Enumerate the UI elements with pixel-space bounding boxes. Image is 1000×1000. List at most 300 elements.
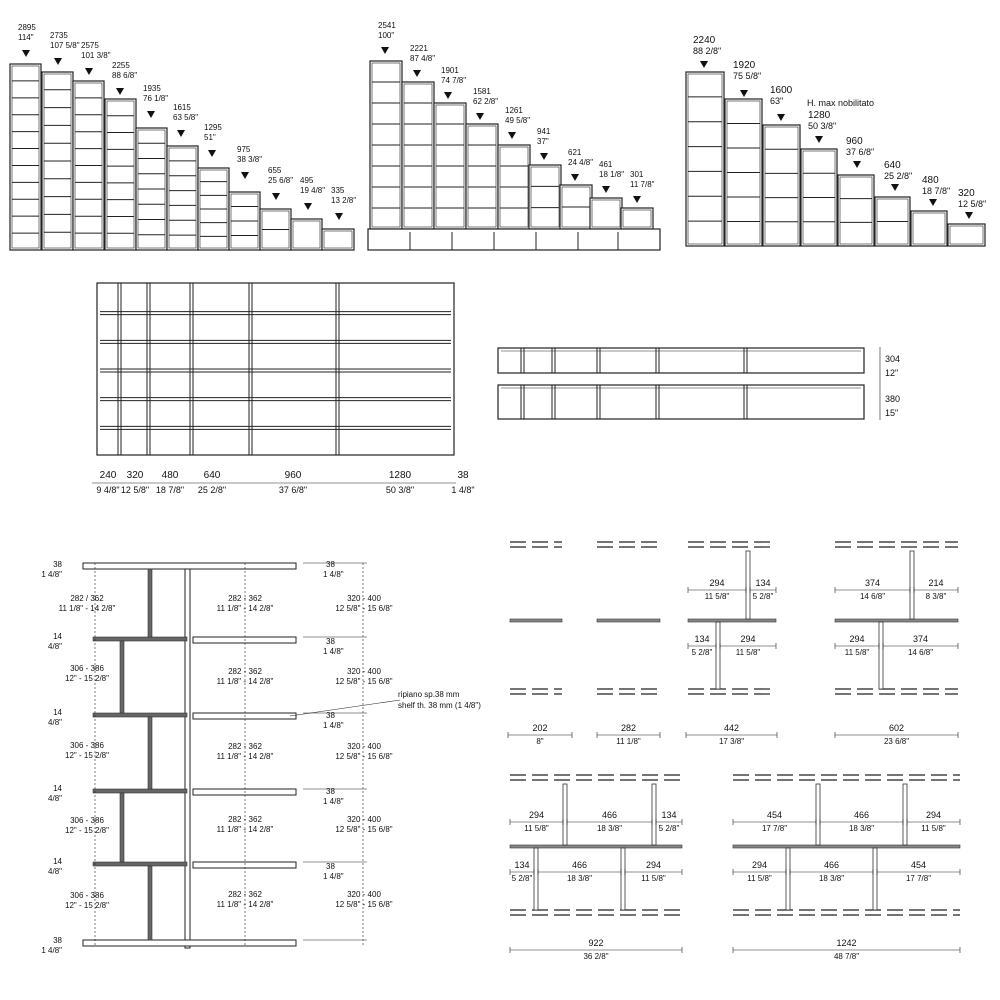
height-marker-icon	[177, 130, 185, 137]
module-442-bottom-b-in: 11 5/8"	[735, 648, 761, 657]
plan-view	[498, 347, 900, 420]
stair-b-mm-3: 1581	[473, 87, 491, 96]
stair-c-mm-1: 1920	[733, 60, 756, 71]
stair-a-in-5: 63 5/8"	[173, 113, 199, 122]
section-top-board	[83, 563, 296, 569]
section-dimension-labels	[41, 560, 392, 955]
module-282-width-in: 11 1/8"	[616, 737, 641, 746]
height-marker-icon	[777, 114, 785, 121]
section-shelf-in-4: 1 4/8"	[323, 872, 344, 881]
stair-c-column-7	[948, 224, 985, 246]
section-right-mm-2: 320 - 400	[347, 742, 381, 751]
column-frame	[948, 224, 985, 246]
stair-b-mm-7: 461	[599, 160, 613, 169]
stair-c-in-3: 50 3/8"	[808, 121, 837, 131]
module-922-top-c-mm: 134	[661, 810, 677, 820]
stair-a-column-3	[105, 99, 136, 250]
section-left-in-9: 12" - 15 2/8"	[65, 901, 109, 910]
stair-c-column-1	[725, 99, 762, 246]
stair-c-mm-4: 960	[846, 136, 863, 147]
stair-a-column-9	[291, 219, 322, 250]
module-442-top-b-mm: 134	[755, 578, 771, 588]
solid-board	[510, 619, 562, 622]
height-marker-icon	[853, 161, 861, 168]
height-marker-icon	[381, 47, 389, 54]
section-mid-mm-4: 282 - 362	[228, 890, 262, 899]
section-detail	[41, 560, 481, 955]
module-post	[621, 848, 625, 910]
stair-b-column-6	[560, 185, 592, 229]
section-left-mm-2: 14	[53, 632, 62, 641]
height-marker-icon	[965, 212, 973, 219]
section-left-mm-7: 306 - 386	[70, 816, 104, 825]
front-width-in-3: 25 2/8"	[197, 485, 227, 495]
column-frame	[838, 175, 874, 246]
module-602-width-in: 23 6/8"	[883, 737, 910, 746]
depth-380-mm: 380	[885, 394, 901, 404]
module-post	[534, 848, 538, 910]
column-frame	[402, 82, 434, 229]
module-1242-top-b-mm: 466	[853, 810, 870, 820]
height-marker-icon	[116, 88, 124, 95]
front-width-mm-6: 38	[457, 470, 469, 481]
section-mid-in-4: 11 1/8" - 14 2/8"	[216, 900, 274, 909]
section-right-shelf	[193, 862, 296, 868]
column-frame	[621, 208, 653, 229]
height-marker-icon	[891, 184, 899, 191]
section-right-mm-3: 320 - 400	[347, 815, 381, 824]
section-right-in-2: 12 5/8" - 15 6/8"	[335, 752, 393, 761]
module-post	[816, 784, 820, 845]
stair-c-column-6	[911, 211, 947, 246]
solid-board	[597, 619, 660, 622]
stair-b-column-7	[590, 198, 622, 229]
stair-c-in-4: 37 6/8"	[846, 147, 875, 157]
column-frame	[167, 146, 198, 250]
module-602-top-a-in: 14 6/8"	[859, 592, 886, 601]
section-bottom-board	[83, 940, 296, 946]
stair-b-mm-1: 2221	[410, 44, 428, 53]
depth-304-mm: 304	[885, 354, 901, 364]
module-922-top-b-mm: 466	[601, 810, 618, 820]
module-442-top-a-mm: 294	[709, 578, 725, 588]
section-left-in-4: 4/8"	[48, 718, 62, 727]
stair-a-column-1	[42, 72, 73, 250]
module-602-top-b-mm: 214	[928, 578, 944, 588]
stair-b-column-2	[434, 103, 466, 229]
section-divider	[120, 641, 124, 713]
module-922-bottom-b-mm: 466	[571, 860, 588, 870]
module-plans	[508, 542, 960, 961]
stair-b-in-7: 18 1/8"	[599, 170, 625, 179]
section-thin-shelf	[93, 789, 187, 793]
front-width-mm-4: 960	[284, 470, 302, 481]
front-width-labels	[96, 470, 474, 495]
front-width-mm-1: 320	[126, 470, 144, 481]
module-1242-top-a-mm: 454	[766, 810, 783, 820]
depth-304-in: 12"	[885, 368, 899, 378]
stair-c-in-1: 75 5/8"	[733, 71, 762, 81]
module-1242-bottom-b-mm: 466	[823, 860, 840, 870]
front-width-in-1: 12 5/8"	[120, 485, 150, 495]
staircase-b	[368, 21, 660, 250]
module-602-bottom-b-in: 14 6/8"	[907, 648, 934, 657]
stair-a-in-0: 114"	[18, 33, 34, 42]
height-marker-icon	[476, 113, 484, 120]
height-marker-icon	[22, 50, 30, 57]
module-602-top-a-mm: 374	[864, 578, 881, 588]
module-1242-width-in: 48 7/8"	[833, 952, 860, 961]
stair-b-mm-8: 301	[630, 170, 644, 179]
depth-380-in: 15"	[885, 408, 899, 418]
section-right-mm-1: 320 - 400	[347, 667, 381, 676]
height-marker-icon	[272, 193, 280, 200]
stair-c-in-6: 18 7/8"	[922, 186, 951, 196]
height-marker-icon	[633, 196, 641, 203]
module-post	[563, 784, 567, 845]
height-marker-icon	[740, 90, 748, 97]
section-shelf-mm-1: 38	[326, 637, 335, 646]
stair-a-column-8	[260, 209, 291, 250]
solid-board	[733, 845, 960, 848]
front-width-mm-0: 240	[99, 470, 117, 481]
front-width-in-5: 50 3/8"	[385, 485, 415, 495]
section-thin-shelf	[93, 862, 187, 866]
section-upright	[185, 563, 190, 948]
section-left-in-2: 4/8"	[48, 642, 62, 651]
height-marker-icon	[241, 172, 249, 179]
module-282-width-mm: 282	[620, 723, 637, 733]
section-mid-in-3: 11 1/8" - 14 2/8"	[216, 825, 274, 834]
section-shelf-in-1: 1 4/8"	[323, 647, 344, 656]
section-left-in-0: 1 4/8"	[41, 570, 62, 579]
stair-b-in-4: 49 5/8"	[505, 116, 531, 125]
module-602-bottom-a-mm: 294	[849, 634, 865, 644]
section-shelf-in-3: 1 4/8"	[323, 797, 344, 806]
front-width-mm-5: 1280	[388, 470, 412, 481]
stair-c-column-0	[686, 72, 724, 246]
stair-b-in-2: 74 7/8"	[441, 76, 467, 85]
section-divider	[120, 793, 124, 862]
section-thin-shelf	[93, 713, 187, 717]
module-post	[652, 784, 656, 845]
column-frame	[590, 198, 622, 229]
stair-a-in-8: 25 6/8"	[268, 176, 294, 185]
stair-c-column-2	[763, 125, 800, 246]
front-width-in-6: 1 4/8"	[451, 485, 475, 495]
module-922-top-c-in: 5 2/8"	[658, 824, 680, 833]
section-shelf-mm-4: 38	[326, 862, 335, 871]
section-left-mm-9: 306 - 386	[70, 891, 104, 900]
section-mid-in-0: 11 1/8" - 14 2/8"	[216, 604, 274, 613]
stair-b-in-0: 100"	[378, 31, 395, 40]
section-left-in-8: 4/8"	[48, 867, 62, 876]
module-442-width-in: 17 3/8"	[718, 737, 745, 746]
column-frame	[105, 99, 136, 250]
module-202-width-mm: 202	[532, 723, 548, 733]
module-post	[879, 622, 883, 689]
stair-a-mm-4: 1935	[143, 84, 161, 93]
module-922-width-mm: 922	[588, 938, 604, 948]
stair-a-in-4: 76 1/8"	[143, 94, 169, 103]
module-202-width-in: 8"	[536, 737, 544, 746]
height-marker-icon	[147, 111, 155, 118]
stair-b-in-1: 87 4/8"	[410, 54, 436, 63]
section-right-in-4: 12 5/8" - 15 6/8"	[335, 900, 393, 909]
section-right-shelf	[193, 789, 296, 795]
section-right-in-0: 12 5/8" - 15 6/8"	[335, 604, 393, 613]
module-post	[716, 622, 720, 689]
module-442-bottom-b-mm: 294	[740, 634, 756, 644]
section-left-in-10: 1 4/8"	[41, 946, 62, 955]
section-thin-shelf	[93, 637, 187, 641]
section-right-in-3: 12 5/8" - 15 6/8"	[335, 825, 393, 834]
section-right-in-1: 12 5/8" - 15 6/8"	[335, 677, 393, 686]
module-1242	[733, 775, 960, 961]
solid-board	[510, 845, 682, 848]
stair-b-in-3: 62 2/8"	[473, 97, 499, 106]
front-width-mm-2: 480	[161, 470, 179, 481]
solid-board	[688, 619, 776, 622]
height-marker-icon	[508, 132, 516, 139]
plan-depth-304	[498, 348, 864, 373]
module-922-top-a-mm: 294	[528, 810, 545, 820]
module-922-top-b-in: 18 3/8"	[596, 824, 623, 833]
stair-a-column-6	[198, 168, 229, 250]
column-frame	[763, 125, 800, 246]
stair-a-mm-3: 2255	[112, 61, 130, 70]
module-post	[873, 848, 877, 910]
stair-c-mm-0: 2240	[693, 35, 716, 46]
module-1242-top-a-in: 17 7/8"	[761, 824, 788, 833]
stair-a-mm-1: 2735	[50, 31, 68, 40]
height-marker-icon	[602, 186, 610, 193]
module-602-bottom-b-mm: 374	[912, 634, 929, 644]
stair-b-column-4	[498, 145, 530, 229]
stair-a-in-3: 88 6/8"	[112, 71, 138, 80]
section-left-in-6: 4/8"	[48, 794, 62, 803]
module-602-width-mm: 602	[888, 723, 905, 733]
module-1242-width-mm: 1242	[836, 938, 857, 948]
stair-b-mm-0: 2541	[378, 21, 396, 30]
stair-b-in-8: 11 7/8"	[630, 180, 655, 189]
module-922-bottom-c-in: 11 5/8"	[641, 874, 666, 883]
height-marker-icon	[571, 174, 579, 181]
plan-depth-380	[498, 385, 864, 419]
section-left-mm-6: 14	[53, 784, 62, 793]
module-1242-bottom-b-in: 18 3/8"	[818, 874, 845, 883]
stair-c-mm-2: 1600	[770, 85, 793, 96]
module-282	[597, 542, 660, 746]
stair-a-column-7	[229, 192, 260, 250]
module-922	[510, 775, 682, 961]
section-shelf-mm-2: 38	[326, 711, 335, 720]
stair-a-in-7: 38 3/8"	[237, 155, 263, 164]
stair-a-mm-9: 495	[300, 176, 314, 185]
staircase-a-columns	[10, 64, 357, 250]
staircase-c	[686, 35, 986, 246]
module-post	[903, 784, 907, 845]
stair-a-in-6: 51"	[204, 133, 216, 142]
front-width-in-2: 18 7/8"	[155, 485, 185, 495]
section-left-mm-5: 306 - 386	[70, 741, 104, 750]
section-left-in-3: 12" - 15 2/8"	[65, 674, 109, 683]
section-divider	[148, 569, 152, 637]
module-922-bottom-a-in: 5 2/8"	[511, 874, 533, 883]
stair-c-column-5	[875, 197, 910, 246]
stair-a-mm-6: 1295	[204, 123, 222, 132]
module-602	[835, 542, 958, 746]
stair-a-mm-2: 2575	[81, 41, 99, 50]
stair-a-in-9: 19 4/8"	[300, 186, 326, 195]
section-shelf-in-2: 1 4/8"	[323, 721, 344, 730]
stair-b-in-6: 24 4/8"	[568, 158, 594, 167]
stair-c-mm-6: 480	[922, 175, 939, 186]
module-442-width-mm: 442	[723, 723, 740, 733]
module-1242-bottom-c-in: 17 7/8"	[905, 874, 932, 883]
stair-b-column-5	[529, 165, 561, 229]
shelf-note-leader	[290, 700, 400, 716]
stair-b-mm-6: 621	[568, 148, 582, 157]
stair-c-mm-7: 320	[958, 188, 975, 199]
column-frame	[322, 229, 354, 250]
solid-board	[835, 619, 958, 622]
stair-a-mm-7: 975	[237, 145, 251, 154]
stair-c-column-3	[801, 149, 837, 246]
section-shelf-mm-0: 38	[326, 560, 335, 569]
staircase-b-columns	[368, 61, 660, 250]
section-left-in-7: 12" - 15 2/8"	[65, 826, 109, 835]
module-922-bottom-a-mm: 134	[514, 860, 530, 870]
section-shelf-in-0: 1 4/8"	[323, 570, 344, 579]
column-frame	[466, 124, 498, 229]
stair-a-column-5	[167, 146, 198, 250]
stair-a-mm-8: 655	[268, 166, 282, 175]
stair-a-mm-0: 2895	[18, 23, 36, 32]
section-mid-mm-1: 282 - 362	[228, 667, 262, 676]
module-1242-bottom-a-mm: 294	[751, 860, 768, 870]
module-442-top-a-in: 11 5/8"	[704, 592, 730, 601]
stair-b-plinth	[368, 229, 660, 250]
stair-c-mm-5: 640	[884, 160, 901, 171]
section-left-mm-4: 14	[53, 708, 62, 717]
module-post	[910, 551, 914, 619]
height-marker-icon	[444, 92, 452, 99]
height-marker-icon	[929, 199, 937, 206]
section-left-mm-0: 38	[53, 560, 62, 569]
column-frame	[10, 64, 41, 250]
stair-b-column-1	[402, 82, 434, 229]
section-left-in-1: 11 1/8" - 14 2/8"	[58, 604, 116, 613]
section-left-mm-1: 282 / 362	[70, 594, 104, 603]
module-1242-top-c-in: 11 5/8"	[921, 824, 946, 833]
height-marker-icon	[335, 213, 343, 220]
height-marker-icon	[413, 70, 421, 77]
section-mid-mm-0: 282 - 362	[228, 594, 262, 603]
stair-c-column-4	[838, 175, 874, 246]
stair-a-column-10	[322, 229, 354, 250]
stair-b-mm-4: 1261	[505, 106, 523, 115]
column-frame	[911, 211, 947, 246]
module-post	[786, 848, 790, 910]
module-922-bottom-b-in: 18 3/8"	[566, 874, 593, 883]
section-left-in-5: 12" - 15 2/8"	[65, 751, 109, 760]
height-marker-icon	[54, 58, 62, 65]
stair-a-in-10: 13 2/8"	[331, 196, 357, 205]
front-width-in-4: 37 6/8"	[278, 485, 308, 495]
module-1242-bottom-c-mm: 454	[910, 860, 927, 870]
section-right-shelf	[193, 713, 296, 719]
module-922-bottom-c-mm: 294	[645, 860, 662, 870]
section-divider	[148, 717, 152, 789]
section-right-shelf	[193, 637, 296, 643]
front-elevation	[92, 283, 475, 495]
stair-b-mm-5: 941	[537, 127, 551, 136]
module-922-width-in: 36 2/8"	[583, 952, 609, 961]
stair-a-column-4	[136, 128, 167, 250]
stair-b-in-5: 37"	[537, 137, 549, 146]
stair-c-in-5: 25 2/8"	[884, 171, 913, 181]
module-922-top-a-in: 11 5/8"	[524, 824, 549, 833]
shelf-note-english: shelf th. 38 mm (1 4/8")	[398, 701, 481, 710]
column-frame	[291, 219, 322, 250]
module-1242-top-c-mm: 294	[925, 810, 942, 820]
stair-a-column-2	[73, 81, 104, 250]
module-442-bottom-a-in: 5 2/8"	[691, 648, 713, 657]
stair-c-in-7: 12 5/8"	[958, 199, 987, 209]
stair-b-column-3	[466, 124, 498, 229]
section-left-mm-10: 38	[53, 936, 62, 945]
column-frame	[686, 72, 724, 246]
shelf-note-italian: ripiano sp.38 mm	[398, 690, 460, 699]
section-right-mm-0: 320 - 400	[347, 594, 381, 603]
section-right-mm-4: 320 - 400	[347, 890, 381, 899]
module-442	[686, 542, 777, 746]
stair-a-in-2: 101 3/8"	[81, 51, 111, 60]
stair-b-mm-2: 1901	[441, 66, 459, 75]
height-marker-icon	[85, 68, 93, 75]
section-mid-in-2: 11 1/8" - 14 2/8"	[216, 752, 274, 761]
column-frame	[529, 165, 561, 229]
module-post	[746, 551, 750, 619]
stair-c-in-2: 63"	[770, 96, 784, 106]
module-1242-bottom-a-in: 11 5/8"	[747, 874, 772, 883]
module-442-top-b-in: 5 2/8"	[752, 592, 774, 601]
stair-a-column-0	[10, 64, 41, 250]
section-left-mm-8: 14	[53, 857, 62, 866]
stair-b-column-0	[370, 61, 402, 229]
section-mid-mm-3: 282 - 362	[228, 815, 262, 824]
height-marker-icon	[304, 203, 312, 210]
module-1242-top-b-in: 18 3/8"	[848, 824, 875, 833]
section-mid-mm-2: 282 - 362	[228, 742, 262, 751]
stair-a-in-1: 107 5/8"	[50, 41, 80, 50]
height-marker-icon	[700, 61, 708, 68]
stair-a-mm-10: 335	[331, 186, 345, 195]
section-shelf-mm-3: 38	[326, 787, 335, 796]
module-602-top-b-in: 8 3/8"	[925, 592, 947, 601]
section-mid-in-1: 11 1/8" - 14 2/8"	[216, 677, 274, 686]
stair-a-mm-5: 1615	[173, 103, 191, 112]
front-width-mm-3: 640	[203, 470, 221, 481]
staircase-a	[10, 23, 356, 250]
front-width-in-0: 9 4/8"	[96, 485, 120, 495]
height-marker-icon	[540, 153, 548, 160]
module-202	[508, 542, 572, 746]
stair-c-in-0: 88 2/8"	[693, 46, 722, 56]
section-divider	[148, 866, 152, 940]
height-marker-icon	[815, 136, 823, 143]
